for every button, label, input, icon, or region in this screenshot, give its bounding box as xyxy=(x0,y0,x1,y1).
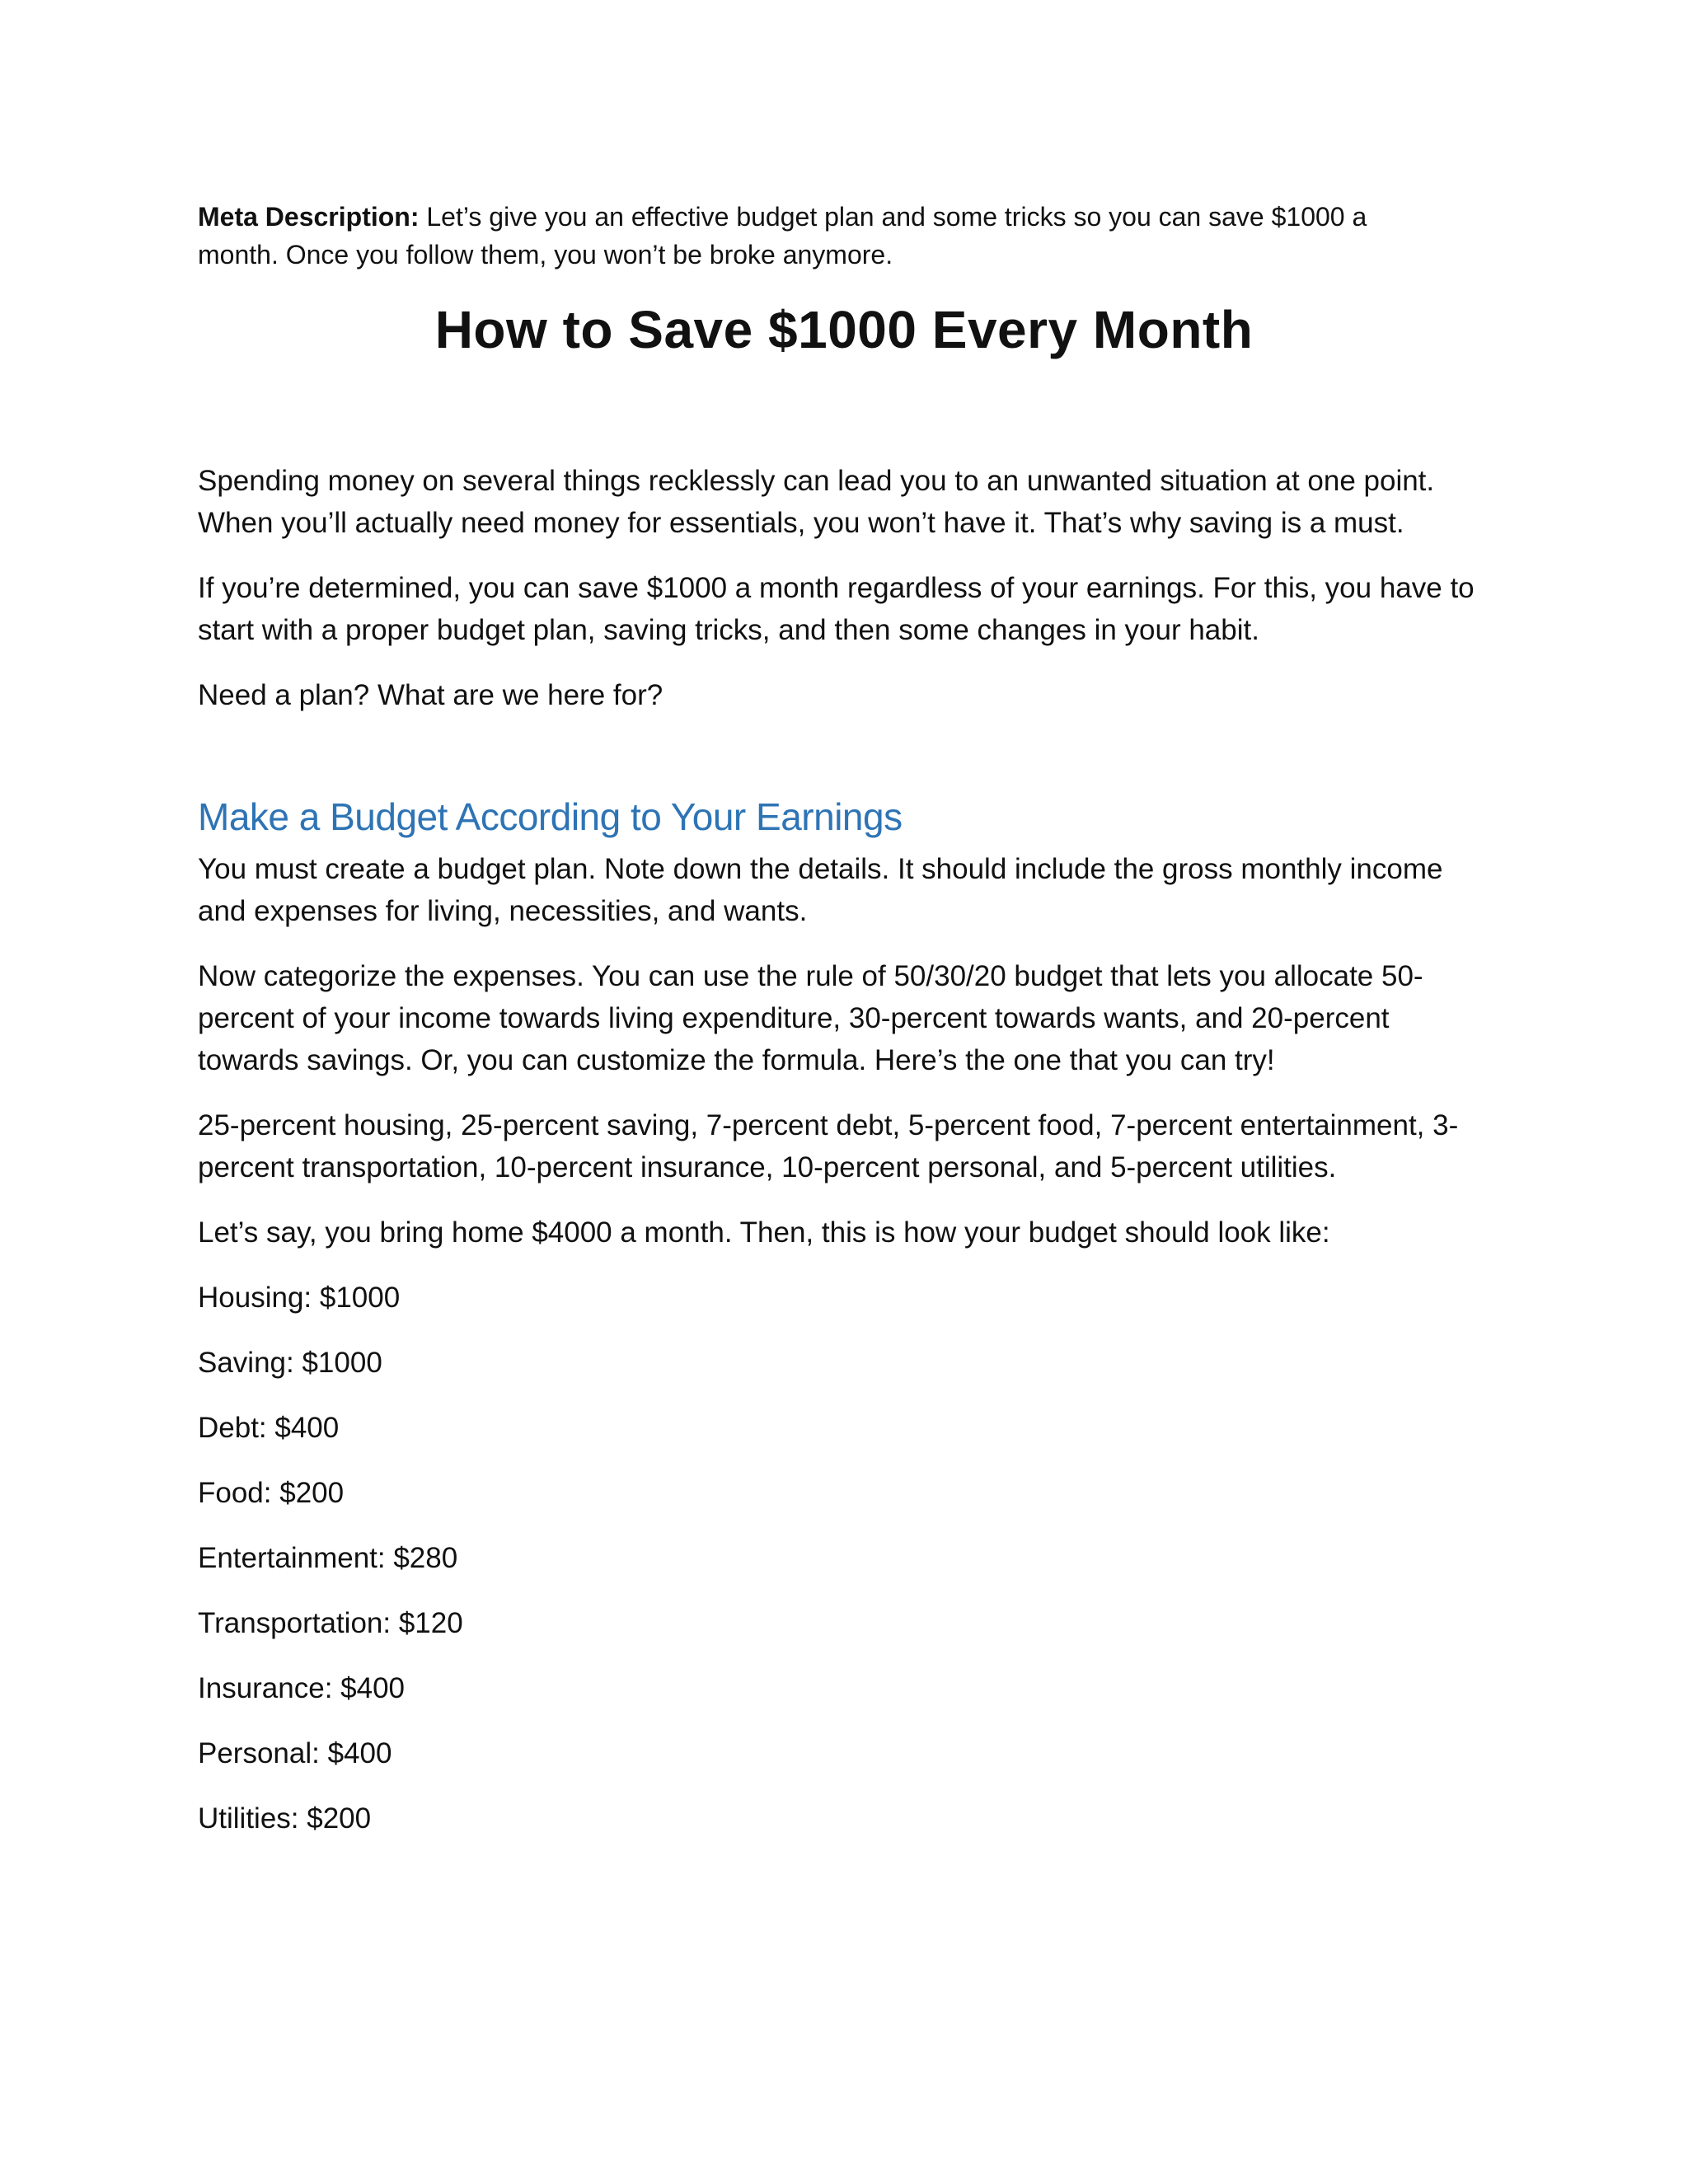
budget-item-transportation: Transportation: $120 xyxy=(198,1607,463,1639)
meta-description-text: Let’s give you an effective budget plan and some tricks so you can save $1000 a month. Once you follow them, you won’t be broke anymore. xyxy=(198,202,1367,269)
budget-paragraph-2: Now categorize the expenses. You can use the rule of 50/30/20 budget that lets you allocate 50-percent of your income towards living expenditure, 30-percent towards wants, and 20-percent towards savings. Or, you can customize the formula. Here’s the one that you can try! xyxy=(198,960,1423,1076)
intro-paragraph-1: Spending money on several things recklessly can lead you to an unwanted situation at one point. When you’ll actually need money for essentials, you won’t have it. That’s why saving is a must. xyxy=(198,465,1435,539)
meta-description-label: Meta Description: xyxy=(198,202,420,232)
budget-item-debt: Debt: $400 xyxy=(198,1412,340,1444)
budget-item-saving: Saving: $1000 xyxy=(198,1347,382,1379)
budget-item-entertainment: Entertainment: $280 xyxy=(198,1542,458,1574)
section-heading-budget: Make a Budget According to Your Earnings xyxy=(198,795,903,838)
intro-section xyxy=(198,460,1490,716)
budget-paragraph-3: 25-percent housing, 25-percent saving, 7-percent debt, 5-percent food, 7-percent entertainment, 3-percent transportation, 10-percent insurance, 10-percent personal, and 5-percent utilities. xyxy=(198,1109,1459,1183)
budget-paragraph-1: You must create a budget plan. Note down the details. It should include the gross monthly income and expenses for living, necessities, and wants. xyxy=(198,853,1443,927)
budget-section xyxy=(198,848,1490,1840)
budget-item-personal: Personal: $400 xyxy=(198,1737,392,1769)
budget-item-food: Food: $200 xyxy=(198,1477,345,1509)
budget-item-utilities: Utilities: $200 xyxy=(198,1802,372,1835)
budget-item-housing: Housing: $1000 xyxy=(198,1282,401,1314)
meta-description xyxy=(198,198,1451,274)
budget-paragraph-4: Let’s say, you bring home $4000 a month. Then, this is how your budget should look like: xyxy=(198,1216,1330,1249)
budget-item-insurance: Insurance: $400 xyxy=(198,1672,406,1704)
intro-paragraph-3: Need a plan? What are we here for? xyxy=(198,679,663,711)
intro-paragraph-2: If you’re determined, you can save $1000 a month regardless of your earnings. For this, you have to start with a proper budget plan, saving tricks, and then some changes in your habit. xyxy=(198,572,1475,646)
budget-list xyxy=(198,1277,1490,1840)
article-title: How to Save $1000 Every Month xyxy=(434,300,1254,359)
